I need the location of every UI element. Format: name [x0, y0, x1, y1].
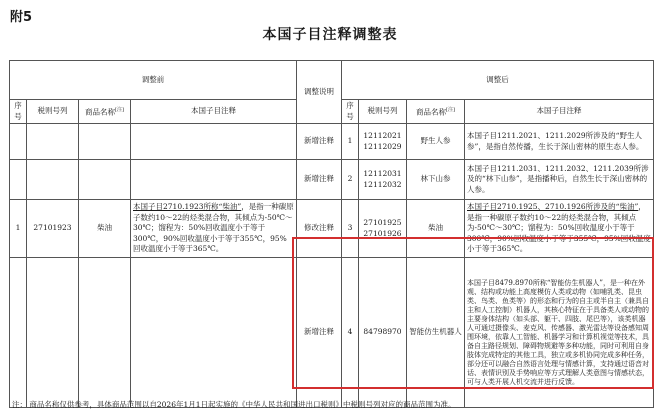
explain-header: 调整说明: [297, 61, 342, 124]
note-text: ，是指一种碳原子数约10～22的烃类混合物，其倾点为-50℃～30℃；馏程为：50%回收温度小于等于300℃，90%回收温度小于等于355℃，95%回收温度小于等于365℃。: [467, 202, 651, 254]
after-no-cell: 2: [342, 160, 359, 200]
footnote: 注： 商品名称仅供参考，具体商品范围以自2026年1月1日起实施的《中华人民共和国进出口税则》中税则号列对应的商品范围为准。: [12, 400, 456, 409]
code-line: 12112029: [363, 141, 402, 151]
after-no-cell: 3: [342, 200, 359, 258]
after-name-cell: 智能仿生机器人: [407, 258, 465, 408]
explain-cell: 新增注释: [297, 124, 342, 160]
name-label: 商品名称: [416, 107, 447, 117]
after-note-cell: [465, 200, 654, 258]
code-line: 12112031: [363, 169, 402, 178]
before-no-cell: 1: [10, 200, 27, 258]
after-name-header: [407, 100, 465, 124]
table-row: [10, 124, 654, 160]
table-title: 本国子目注释调整表: [262, 27, 398, 43]
before-no-cell: [10, 124, 27, 160]
note-reference: 本国子目2710.1925、2710.1926所涉及的“柴油”: [467, 202, 639, 212]
before-code-header: 税则号列: [27, 100, 79, 124]
header-group-row: [10, 61, 654, 100]
before-note-cell: [131, 258, 297, 408]
explain-cell: 修改注释: [297, 200, 342, 258]
adjustment-table: [9, 60, 654, 408]
before-name-cell: [79, 160, 131, 200]
before-name-cell: [79, 124, 131, 160]
after-code-cell: [359, 200, 407, 258]
code-line: 27101925: [363, 218, 402, 227]
before-code-cell: [27, 124, 79, 160]
before-name-cell: [79, 258, 131, 408]
before-name-header: [79, 100, 131, 124]
after-name-cell: 林下山参: [407, 160, 465, 200]
before-name-cell: 柴油: [79, 200, 131, 258]
after-group-header: 调整后: [342, 61, 654, 100]
after-no-header: 序号: [342, 100, 359, 124]
before-note-cell: [131, 200, 297, 258]
after-note-cell: 本国子目1211.2021、1211.2029所涉及的“野生人参”，是指自然传播，生长于深山密林的原生态人参。: [465, 124, 654, 160]
name-note-mark: [注]: [115, 107, 124, 113]
name-note-mark: [注]: [446, 107, 455, 113]
before-no-cell: [10, 160, 27, 200]
after-code-cell: [359, 258, 407, 408]
after-note-cell: 本国子目1211.2031、1211.2032、1211.2039所涉及的“林下山参”，是指播种后，自然生长于深山密林的人参。: [465, 160, 654, 200]
code-line: 27101926: [363, 228, 402, 238]
after-note-cell: 本国子目8479.8970所称“智能仿生机器人”，是一种在外观、结构或功能上高度模仿人类或动物（如哺乳类、昆虫类、鸟类、鱼类等）的形态和行为的自主或半自主（兼具自主和人工控制）机器人，其核心特征在于具备类人或动物的主要身体结构（如头部、躯干、四肢、尾巴等），该类机器人可通过摄像头、麦克风、传感器、激光雷达等设备感知周围环境，依靠人工智能、机器学习和计算机视觉等技术，具备自主路径规划、障碍物规避等多种功能，同时可利用自身肢体完成特定的其他工具，独立或多机协同完成多种任务，部分还可以融合自然语言处理与情感计算，支持通过语音对话、表情识别及手势响应等方式理解人类意图与情感状态，可与人类开展人机交流并进行反馈。: [465, 258, 654, 408]
after-note-header: 本国子目注释: [465, 100, 654, 124]
after-code-cell: [359, 124, 407, 160]
code-line: 12112032: [363, 179, 402, 189]
before-code-cell: [27, 160, 79, 200]
appendix-label: 附5: [10, 10, 33, 25]
after-no-cell: 1: [342, 124, 359, 160]
note-text: ，是指一种碳原子数约10～22的烃类混合物，其倾点为-50℃～30℃；馏程为：50%回收温度小于等于300℃，90%回收温度小于等于355℃，95%回收温度小于等于365℃。: [133, 202, 294, 254]
before-code-cell: 27101923: [27, 200, 79, 258]
before-note-cell: [131, 124, 297, 160]
before-code-cell: [27, 258, 79, 408]
before-group-header: 调整前: [10, 61, 297, 100]
explain-cell: 新增注释: [297, 160, 342, 200]
after-name-cell: 柴油: [407, 200, 465, 258]
before-note-header: 本国子目注释: [131, 100, 297, 124]
explain-cell: 新增注释: [297, 258, 342, 408]
name-label: 商品名称: [85, 107, 116, 117]
before-note-cell: [131, 160, 297, 200]
after-code-cell: [359, 160, 407, 200]
table-row: [10, 200, 654, 258]
table-row: [10, 160, 654, 200]
before-no-cell: [10, 258, 27, 408]
before-no-header: 序号: [10, 100, 27, 124]
code-line: 84798970: [363, 327, 402, 337]
after-no-cell: 4: [342, 258, 359, 408]
after-code-header: 税则号列: [359, 100, 407, 124]
after-name-cell: 野生人参: [407, 124, 465, 160]
note-reference: 本国子目2710.1923所称“柴油”: [133, 202, 242, 212]
code-line: 12112021: [363, 131, 402, 140]
table-row: [10, 258, 654, 408]
